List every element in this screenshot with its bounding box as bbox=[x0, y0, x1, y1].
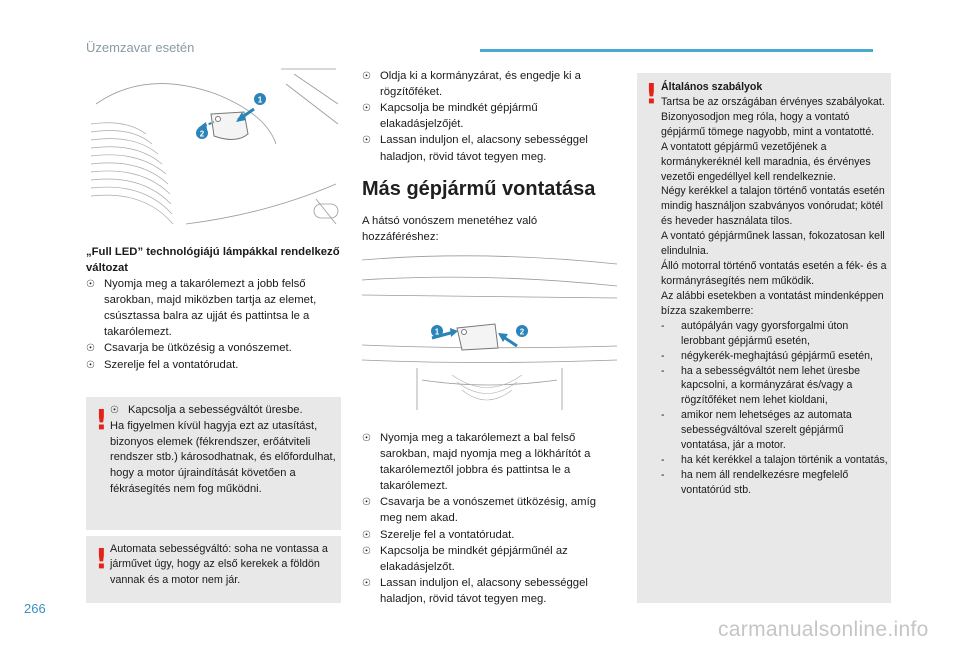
middle-bottom-instructions bbox=[362, 430, 617, 607]
watermark: carmanualsonline.info bbox=[718, 618, 929, 641]
front-bumper-illustration bbox=[86, 64, 341, 239]
svg-text:2: 2 bbox=[199, 129, 205, 139]
list-item: - négykerék-meghajtású gépjármű esetén, bbox=[661, 349, 873, 362]
list-item: ☉ Szerelje fel a vontatórudat. bbox=[362, 527, 617, 543]
list-item: ☉ Oldja ki a kormányzárat, és engedje ki a rögzítőféket. bbox=[362, 70, 581, 99]
rear-bumper-illustration bbox=[362, 250, 617, 415]
warning-box-automatic bbox=[86, 536, 341, 603]
rear-bumper-drawing bbox=[362, 250, 617, 415]
bullet-arrow-icon: ☉ bbox=[362, 577, 371, 589]
bullet-arrow-icon: ☉ bbox=[86, 279, 95, 291]
list-item: ☉ Lassan induljon el, alacsony sebességgel haladjon, rövid távot tegyen meg. bbox=[362, 576, 588, 606]
general-rules-title: Általános szabályok bbox=[661, 81, 763, 93]
bullet-arrow-icon: ☉ bbox=[362, 497, 371, 509]
header-accent-bar bbox=[480, 49, 873, 52]
front-bumper-drawing bbox=[86, 64, 341, 239]
warning-text: Automata sebességváltó: soha ne vontassa a járművet úgy, hogy az első kerekek a földön vannak és a motor nem jár. bbox=[110, 543, 328, 586]
list-item: ☉ Lassan induljon el, alacsony sebességgel haladjon, rövid távot tegyen meg. bbox=[362, 134, 588, 163]
exclamation-icon: ! bbox=[95, 403, 108, 436]
list-item: ☉ Kapcsolja be mindkét gépjárműnél az elakadásjelzőt. bbox=[362, 544, 568, 573]
list-item: ☉ Kapcsolja a sebességváltót üresbe. bbox=[110, 403, 338, 419]
svg-text:1: 1 bbox=[434, 327, 440, 337]
chapter-title: Üzemzavar esetén bbox=[86, 40, 195, 55]
list-item: - amikor nem lehetséges az automata sebességváltóval szerelt gépjármű vontatása, jár a motor. bbox=[661, 409, 852, 452]
list-item: ☉ Nyomja meg a takarólemezt a jobb felső sarokban, majd miközben tartja az elemet, csúsztassa balra az ujját és pattintsa le a takarólemezt. bbox=[86, 278, 317, 339]
callout-2 bbox=[516, 325, 528, 337]
svg-text:1: 1 bbox=[257, 95, 263, 105]
middle-top-instructions bbox=[362, 68, 612, 165]
warning-text: Ha figyelmen kívül hagyja ezt az utasítást, bizonyos elemek (fékrendszer, erőátviteli rendszer stb.) károsodhatnak, és előfordulhat, hogy a motor újraindítását követően a fékrásegítés nem fog működni. bbox=[110, 419, 336, 495]
callout-1 bbox=[431, 325, 443, 337]
list-item: - autópályán vagy gyorsforgalmi úton lerobbant gépjármű esetén, bbox=[661, 319, 849, 347]
svg-text:2: 2 bbox=[519, 327, 525, 337]
section-intro: A hátsó vonószem menetéhez való hozzáféréshez: bbox=[362, 215, 538, 244]
exclamation-icon: ! bbox=[95, 542, 108, 575]
list-item: ☉ Csavarja be ütközésig a vonószemet. bbox=[86, 340, 342, 356]
rules-paragraph: A vontatott gépjármű vezetőjének a kormánykeréknél kell maradnia, és érvényes vezetői engedéllyel kell rendelkeznie. bbox=[661, 140, 871, 183]
list-item: ☉ Szerelje fel a vontatórudat. bbox=[86, 357, 342, 373]
bullet-arrow-icon: ☉ bbox=[362, 529, 371, 541]
warning-box-neutral bbox=[86, 397, 341, 530]
general-rules-box bbox=[637, 73, 891, 603]
bullet-arrow-icon: ☉ bbox=[362, 71, 371, 82]
list-item: ☉ Kapcsolja be mindkét gépjármű elakadásjelzőjét. bbox=[362, 102, 538, 131]
rules-paragraph: Álló motorral történő vontatás esetén a fék- és a kormányrásegítés nem működik. bbox=[661, 260, 887, 287]
page-number: 266 bbox=[24, 601, 46, 616]
bullet-arrow-icon: ☉ bbox=[86, 343, 95, 355]
bullet-arrow-icon: ☉ bbox=[86, 359, 95, 371]
bullet-arrow-icon: ☉ bbox=[362, 135, 371, 147]
callout-2 bbox=[196, 127, 208, 139]
bullet-arrow-icon: ☉ bbox=[362, 103, 371, 115]
section-title: Más gépjármű vontatása bbox=[362, 178, 596, 200]
list-item: - ha két kerékkel a talajon történik a vontatás, bbox=[661, 454, 888, 467]
list-item: - ha a sebességváltót nem lehet üresbe kapcsolni, a kormányzárat és/vagy a rögzítőféket nem lehet kioldani, bbox=[661, 364, 861, 407]
list-item: ☉ Csavarja be a vonószemet ütközésig, amíg meg nem akad. bbox=[362, 496, 597, 525]
list-item: - ha nem áll rendelkezésre megfelelő vontatórúd stb. bbox=[661, 468, 849, 496]
rules-paragraph: Bizonyosodjon meg róla, hogy a vontató gépjármű tömege nagyobb, mint a vontatotté. bbox=[661, 110, 875, 138]
list-item: ☉ Nyomja meg a takarólemezt a bal felső sarokban, majd nyomja meg a lökhárítót a takarólemeztől jobbra és pattintsa le a takarólemezt. bbox=[362, 432, 591, 493]
rules-paragraph: Négy kerékkel a talajon történő vontatás esetén mindig használjon szabványos vonórudat; kötél és heveder használata tilos. bbox=[661, 185, 885, 228]
bullet-arrow-icon: ☉ bbox=[362, 433, 371, 444]
bullet-arrow-icon: ☉ bbox=[362, 545, 371, 557]
left-column-instructions bbox=[86, 244, 342, 373]
exclamation-icon: ! bbox=[645, 77, 658, 110]
bullet-arrow-icon: ☉ bbox=[110, 405, 119, 416]
rules-paragraph: Az alábbi esetekben a vontatást mindenképpen bízza szakemberre: bbox=[661, 289, 884, 317]
full-led-heading: „Full LED” technológiájú lámpákkal rendelkező változat bbox=[86, 246, 340, 275]
rules-paragraph: Tartsa be az országában érvényes szabályokat. bbox=[661, 95, 885, 108]
callout-1 bbox=[254, 93, 266, 105]
rules-paragraph: A vontató gépjárműnek lassan, fokozatosan kell elindulnia. bbox=[661, 230, 885, 258]
